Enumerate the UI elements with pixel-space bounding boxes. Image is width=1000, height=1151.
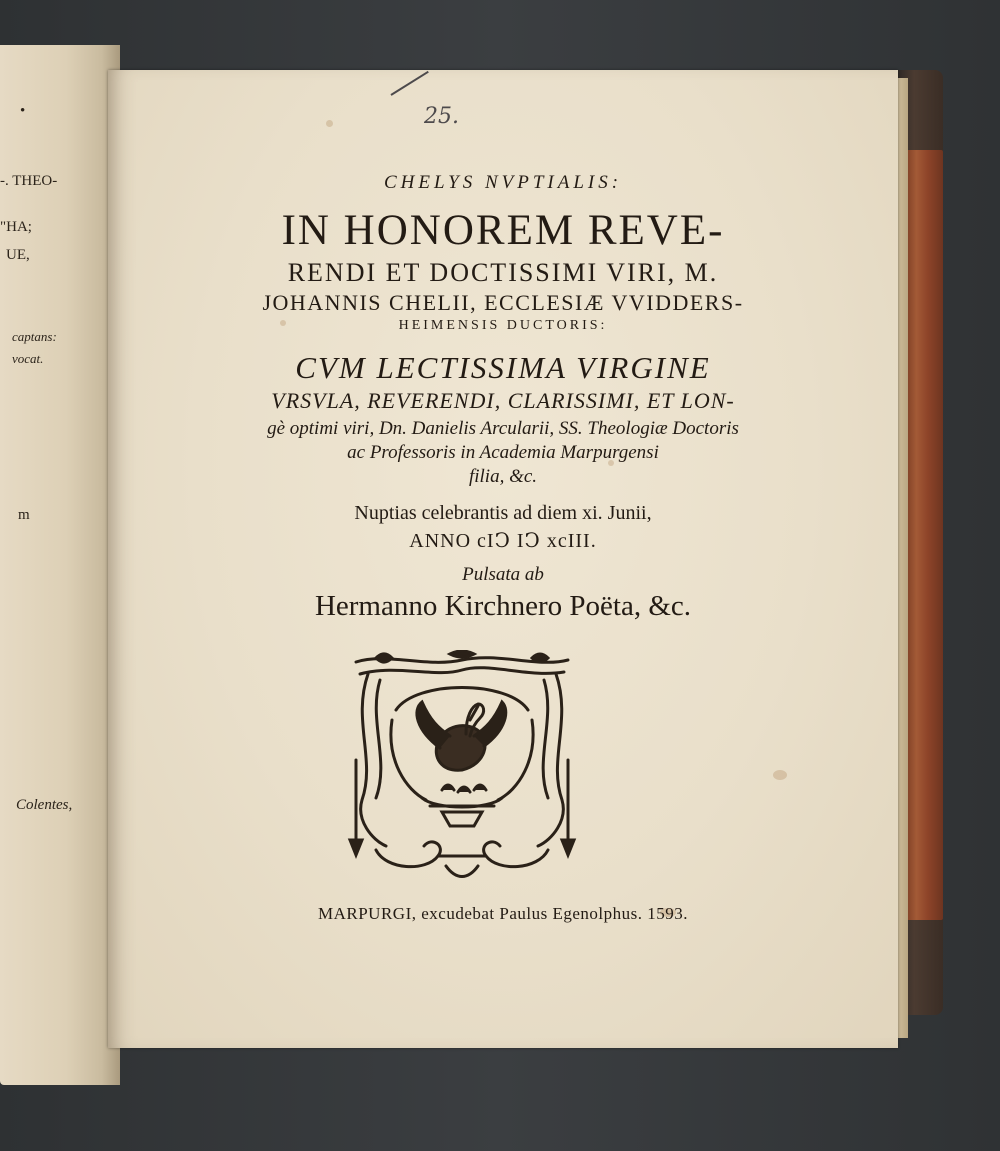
title-line: ANNO cIↃ IↃ xcIII. xyxy=(409,530,597,552)
left-page-line: captans: xyxy=(12,329,57,344)
title-line: RENDI ET DOCTISSIMI VIRI, M. xyxy=(287,258,719,287)
title-line: CHELYS NVPTIALIS: xyxy=(383,172,623,193)
book-cover-edge xyxy=(905,150,943,920)
manuscript-stroke xyxy=(390,71,428,96)
pelican-emblem-icon xyxy=(346,650,578,882)
title-line: CVM LECTISSIMA VIRGINE xyxy=(295,350,711,385)
left-page-line: -. THEO- xyxy=(0,173,58,189)
title-line: JOHANNIS CHELII, ECCLESIÆ VVIDDERS- xyxy=(262,290,744,315)
left-page-line: "HA; xyxy=(0,219,32,235)
title-line: VRSVLA, REVERENDI, CLARISSIMI, ET LON- xyxy=(271,388,735,413)
stain xyxy=(773,770,787,780)
printer-emblem xyxy=(346,650,578,882)
title-line: filia, &c. xyxy=(468,466,538,487)
title-line-main: IN HONOREM REVE- xyxy=(281,207,725,254)
title-line: ac Professoris in Academia Marpurgensi xyxy=(347,442,659,463)
title-line: Nuptias celebrantis ad diem xi. Junii, xyxy=(354,502,652,524)
stain xyxy=(326,120,333,127)
title-line: HEIMENSIS DUCTORIS: xyxy=(398,318,608,333)
title-line: Pulsata ab xyxy=(462,564,544,585)
author-line: Hermanno Kirchnero Poëta, &c. xyxy=(314,590,692,622)
title-line: gè optimi viri, Dn. Danielis Arcularii, SS. Theologiæ Doctoris xyxy=(267,418,739,439)
left-page-line: m xyxy=(18,507,30,523)
left-page-line: • xyxy=(20,103,26,119)
imprint-line: MARPURGI, excudebat Paulus Egenolphus. 1593. xyxy=(317,904,688,923)
title-page xyxy=(108,70,898,1048)
manuscript-number: 25. xyxy=(424,104,459,129)
left-facing-page xyxy=(0,45,120,1085)
left-page-line: vocat. xyxy=(12,351,44,366)
left-page-line: UE, xyxy=(6,247,30,263)
left-page-line: Colentes, xyxy=(16,797,73,813)
